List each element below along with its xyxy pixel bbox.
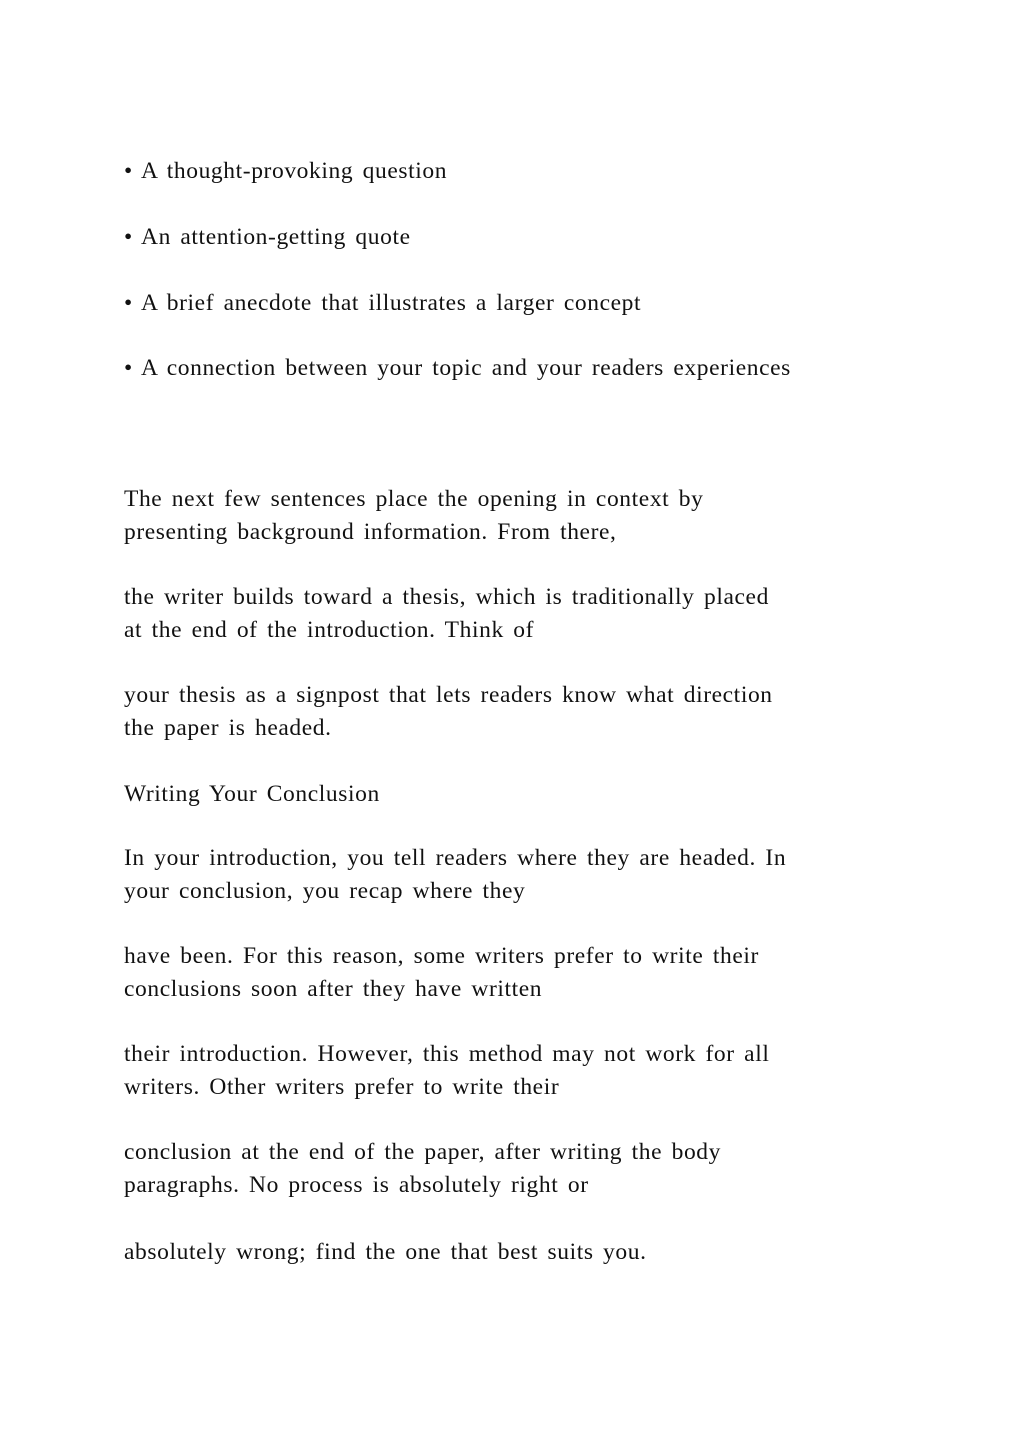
paragraph-line: the writer builds toward a thesis, which is traditionally placed xyxy=(124,584,769,610)
section-heading: Writing Your Conclusion xyxy=(124,781,380,807)
paragraph-line: your conclusion, you recap where they xyxy=(124,878,526,904)
paragraph-line: writers. Other writers prefer to write their xyxy=(124,1074,560,1100)
paragraph-line: at the end of the introduction. Think of xyxy=(124,617,535,643)
paragraph-line: The next few sentences place the opening in context by xyxy=(124,486,704,512)
paragraph-line: absolutely wrong; find the one that best suits you. xyxy=(124,1239,647,1265)
paragraph-line: In your introduction, you tell readers where they are headed. In xyxy=(124,845,787,871)
paragraph-line: presenting background information. From there, xyxy=(124,519,617,545)
bullet-item-anecdote: • A brief anecdote that illustrates a larger concept xyxy=(124,290,642,316)
paragraph-line: paragraphs. No process is absolutely right or xyxy=(124,1172,589,1198)
bullet-item-question: • A thought-provoking question xyxy=(124,158,448,184)
paragraph-line: their introduction. However, this method may not work for all xyxy=(124,1041,770,1067)
bullet-item-quote: • An attention-getting quote xyxy=(124,224,411,250)
paragraph-line: your thesis as a signpost that lets readers know what direction xyxy=(124,682,773,708)
paragraph-line: the paper is headed. xyxy=(124,715,332,741)
paragraph-line: have been. For this reason, some writers prefer to write their xyxy=(124,943,759,969)
paragraph-line: conclusion at the end of the paper, after writing the body xyxy=(124,1139,722,1165)
paragraph-line: conclusions soon after they have written xyxy=(124,976,543,1002)
bullet-item-connection: • A connection between your topic and your readers experiences xyxy=(124,355,791,381)
